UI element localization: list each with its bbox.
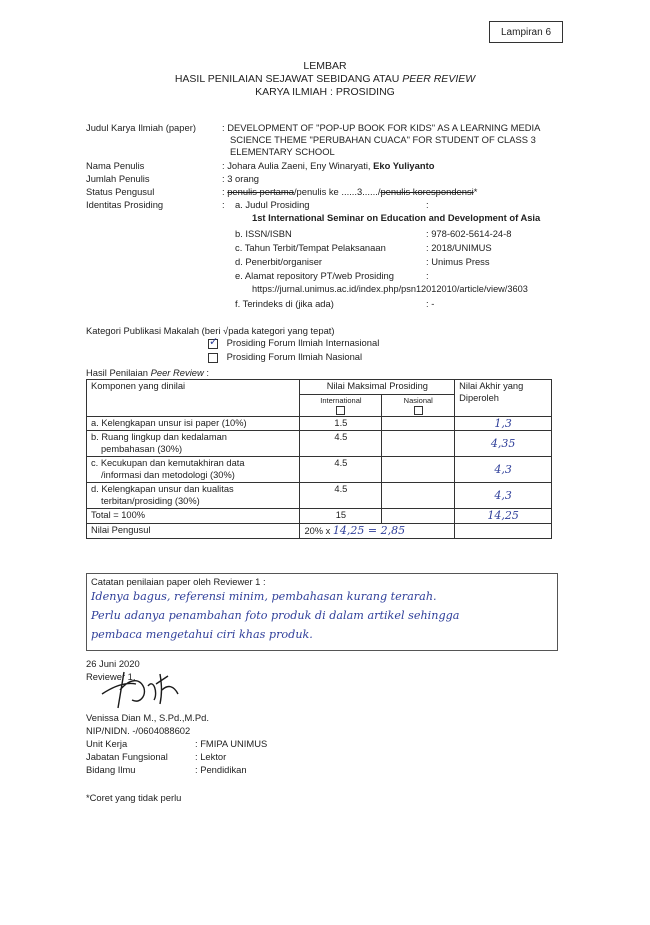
kategori-option-2 bbox=[208, 351, 362, 363]
table-row bbox=[87, 483, 552, 509]
akhir-b: 4,35 bbox=[455, 431, 552, 457]
signature-nip: NIP/NIDN. -/0604088602 bbox=[86, 725, 191, 736]
item-c-label: c. Tahun Terbit/Tempat Pelaksanaan bbox=[235, 242, 386, 253]
signature-name: Venissa Dian M., S.Pd.,M.Pd. bbox=[86, 712, 209, 723]
komponen-d-1: d. Kelengkapan unsur dan kualitas bbox=[91, 484, 234, 494]
unit-label: Unit Kerja bbox=[86, 738, 128, 749]
kategori-option-2-label: Prosiding Forum Ilmiah Nasional bbox=[226, 351, 363, 362]
kategori-option-1 bbox=[208, 334, 380, 349]
table-row bbox=[87, 457, 552, 483]
pengusul-akhir bbox=[455, 523, 552, 539]
table-pengusul-row bbox=[87, 523, 552, 539]
akhir-c: 4,3 bbox=[455, 457, 552, 483]
total-nasional bbox=[382, 509, 455, 524]
item-d-value: : Unimus Press bbox=[426, 256, 490, 267]
item-b-label: b. ISSN/ISBN bbox=[235, 228, 292, 239]
judul-value-1: : DEVELOPMENT OF "POP-UP BOOK FOR KIDS" AS A LEARNING MEDIA bbox=[222, 122, 541, 133]
header-nilai-akhir-2: Diperoleh bbox=[459, 392, 499, 403]
header-line-2 bbox=[0, 73, 650, 85]
status-mid: /penulis ke ......3....../ bbox=[293, 186, 381, 197]
checkbox-nasional[interactable] bbox=[208, 353, 218, 363]
repository-url: https://jurnal.unimus.ac.id/index.php/psn12012010/article/view/3603 bbox=[252, 284, 528, 294]
item-a-value: : bbox=[426, 199, 429, 210]
checkbox-icon bbox=[336, 406, 345, 415]
header-nilai-maks: Nilai Maksimal Prosiding bbox=[300, 380, 455, 395]
footnote: *Coret yang tidak perlu bbox=[86, 792, 182, 803]
jumlah-label: Jumlah Penulis bbox=[86, 173, 150, 184]
bidang-value: : Pendidikan bbox=[195, 764, 247, 775]
header-nasional-label: Nasional bbox=[403, 395, 433, 405]
judul-value-2: SCIENCE THEME "PERUBAHAN CUACA" FOR STUDENT OF CLASS 3 bbox=[230, 134, 536, 145]
komponen-b-1: b. Ruang lingkup dan kedalaman bbox=[91, 432, 227, 442]
hasil-label-suffix: : bbox=[203, 367, 209, 378]
header-line-2-italic: PEER REVIEW bbox=[402, 73, 476, 85]
item-b-value: : 978-602-5614-24-8 bbox=[426, 228, 512, 239]
identitas-label: Identitas Prosiding bbox=[86, 199, 164, 210]
status-value bbox=[222, 186, 477, 197]
penulis-bold-name: Eko Yuliyanto bbox=[373, 160, 435, 171]
judul-label: Judul Karya Ilmiah (paper) bbox=[86, 122, 196, 133]
pengusul-hand: 14,25 = 2,85 bbox=[332, 523, 406, 537]
item-f-label: f. Terindeks di (jika ada) bbox=[235, 298, 334, 309]
jabatan-label: Jabatan Fungsional bbox=[86, 751, 168, 762]
nasional-a bbox=[382, 416, 455, 431]
kategori-option-1-label: Prosiding Forum Ilmiah Internasional bbox=[226, 337, 380, 348]
header-line-2-text: HASIL PENILAIAN SEJAWAT SEBIDANG ATAU bbox=[174, 73, 403, 85]
komponen-c-1: c. Kecukupan dan kemutakhiran data bbox=[91, 458, 245, 468]
header-komponen: Komponen yang dinilai bbox=[87, 380, 300, 417]
komponen-b bbox=[87, 431, 300, 457]
check-mark-icon: ✓ bbox=[209, 334, 219, 348]
prosiding-title: 1st International Seminar on Education and Development of Asia bbox=[252, 212, 541, 223]
maks-d: 4.5 bbox=[300, 483, 382, 509]
total-maks: 15 bbox=[300, 509, 382, 524]
item-c-value: : 2018/UNIMUS bbox=[426, 242, 492, 253]
header-nilai-akhir bbox=[455, 380, 552, 417]
akhir-a: 1,3 bbox=[455, 416, 552, 431]
item-e-label: e. Alamat repository PT/web Prosiding bbox=[235, 270, 394, 281]
status-colon: : bbox=[222, 186, 228, 197]
table-row bbox=[87, 416, 552, 431]
signature-reviewer: Reviewer 1, bbox=[86, 671, 136, 682]
nasional-b bbox=[382, 431, 455, 457]
checkbox-international[interactable] bbox=[208, 334, 219, 349]
status-star: * bbox=[473, 186, 478, 197]
header-international-label: International bbox=[320, 395, 362, 405]
nasional-c bbox=[382, 457, 455, 483]
komponen-c bbox=[87, 457, 300, 483]
status-label: Status Pengusul bbox=[86, 186, 155, 197]
item-e-value: : bbox=[426, 270, 429, 281]
table-header-row bbox=[87, 380, 552, 395]
header-nilai-akhir-1: Nilai Akhir yang bbox=[459, 381, 524, 391]
table-total-row bbox=[87, 509, 552, 524]
score-table bbox=[86, 379, 552, 539]
lampiran-badge: Lampiran 6 bbox=[489, 21, 563, 43]
penulis-names: : Johara Aulia Zaeni, Eny Winaryati, bbox=[222, 160, 374, 171]
komponen-d-2: terbitan/prosiding (30%) bbox=[101, 495, 200, 506]
total-label: Total = 100% bbox=[87, 509, 300, 524]
komponen-b-2: pembahasan (30%) bbox=[101, 443, 183, 454]
status-strike-2: penulis korespondensi bbox=[380, 186, 474, 197]
maks-b: 4.5 bbox=[300, 431, 382, 457]
komponen-a: a. Kelengkapan unsur isi paper (10%) bbox=[87, 416, 300, 431]
bidang-label: Bidang Ilmu bbox=[86, 764, 136, 775]
unit-value: : FMIPA UNIMUS bbox=[195, 738, 268, 749]
notes-heading: Catatan penilaian paper oleh Reviewer 1 : bbox=[91, 576, 266, 587]
komponen-c-2: /informasi dan metodologi (30%) bbox=[101, 469, 235, 480]
komponen-d bbox=[87, 483, 300, 509]
header-line-3: KARYA ILMIAH : PROSIDING bbox=[255, 86, 395, 98]
pengusul-value bbox=[300, 523, 455, 539]
akhir-d: 4,3 bbox=[455, 483, 552, 509]
table-row bbox=[87, 431, 552, 457]
header-international bbox=[300, 394, 382, 416]
penulis-value bbox=[222, 160, 434, 171]
pengusul-label: Nilai Pengusul bbox=[87, 523, 300, 539]
header-nasional bbox=[382, 394, 455, 416]
jumlah-value: : 3 orang bbox=[222, 173, 260, 184]
hasil-label bbox=[86, 367, 209, 378]
maks-a: 1.5 bbox=[300, 416, 382, 431]
penulis-label: Nama Penulis bbox=[86, 160, 145, 171]
nasional-d bbox=[382, 483, 455, 509]
notes-line-3: pembaca mengetahui ciri khas produk. bbox=[91, 628, 313, 641]
item-f-value: : - bbox=[426, 298, 435, 309]
hasil-label-italic: Peer Review bbox=[150, 367, 204, 378]
handwritten-signature bbox=[96, 664, 186, 714]
reviewer-notes-box bbox=[86, 573, 558, 651]
identitas-colon: : bbox=[222, 199, 225, 210]
jabatan-value: : Lektor bbox=[195, 751, 227, 762]
item-d-label: d. Penerbit/organiser bbox=[235, 256, 323, 267]
notes-line-1: Idenya bagus, referensi minim, pembahasan kurang terarah. bbox=[91, 590, 437, 603]
signature-date: 26 Juni 2020 bbox=[86, 658, 140, 669]
checkbox-icon bbox=[414, 406, 423, 415]
header-line-1: LEMBAR bbox=[303, 60, 347, 72]
status-strike-1: penulis pertama bbox=[227, 186, 294, 197]
notes-line-2: Perlu adanya penambahan foto produk di dalam artikel sehingga bbox=[91, 609, 460, 622]
item-a-label: a. Judul Prosiding bbox=[235, 199, 310, 210]
kategori-label: Kategori Publikasi Makalah (beri √pada kategori yang tepat) bbox=[86, 325, 335, 336]
judul-value-3: ELEMENTARY SCHOOL bbox=[230, 146, 335, 157]
hasil-label-prefix: Hasil Penilaian bbox=[86, 367, 151, 378]
maks-c: 4.5 bbox=[300, 457, 382, 483]
total-akhir: 14,25 bbox=[455, 509, 552, 524]
pengusul-formula: 20% x bbox=[304, 525, 333, 536]
